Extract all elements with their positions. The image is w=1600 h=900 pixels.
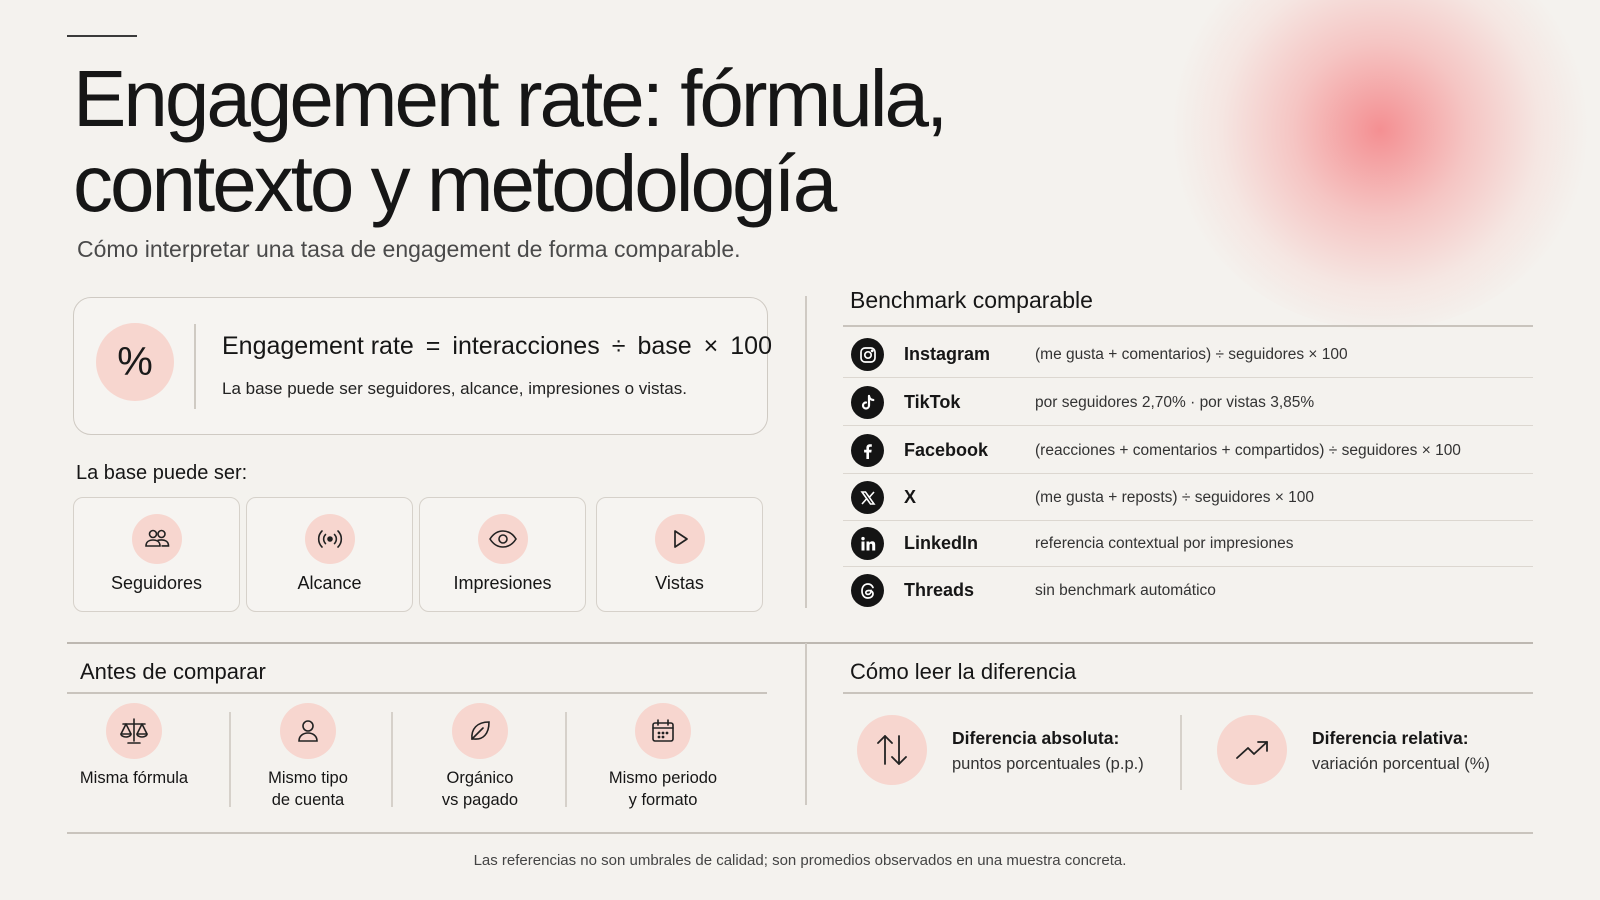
item-divider: [1180, 715, 1182, 790]
facebook-icon: [851, 434, 884, 467]
base-card-seguidores: [73, 497, 240, 612]
difference-absolute-title: Diferencia absoluta:: [952, 728, 1120, 748]
formula-term: 100: [730, 332, 772, 360]
platform-name: Threads: [904, 580, 975, 600]
platform-formula: (me gusta + comentarios) ÷ seguidores × 100: [1035, 346, 1348, 363]
percent-icon: %: [96, 323, 174, 401]
base-label-text: Seguidores: [110, 573, 203, 593]
benchmark-row-x: [843, 474, 1533, 521]
platform-formula: por seguidores 2,70% · por vistas 3,85%: [1035, 394, 1315, 411]
benchmark-row-tiktok: [843, 379, 1533, 426]
title-line-1: Engagement rate: fórmula,: [73, 54, 946, 143]
base-card-impresiones: [419, 497, 586, 612]
page-title: [73, 56, 1073, 226]
platform-name: TikTok: [904, 392, 961, 412]
platform-name: Instagram: [904, 344, 991, 364]
compare-item-label: Mismo periodo y formato: [608, 769, 718, 809]
base-card-vistas: [596, 497, 763, 612]
platform-formula: sin benchmark automático: [1035, 582, 1216, 599]
users-icon: [132, 514, 182, 564]
user-icon: [280, 703, 336, 759]
play-icon: [655, 514, 705, 564]
base-label-text: Vistas: [655, 573, 704, 593]
base-card-alcance: [246, 497, 413, 612]
platform-name: LinkedIn: [904, 533, 979, 553]
base-label-text: Alcance: [297, 573, 362, 593]
bases-label: La base puede ser:: [76, 462, 248, 484]
compare-item-label: Misma fórmula: [79, 769, 189, 787]
formula-term: base: [637, 332, 692, 360]
x-icon: [851, 481, 884, 514]
formula-term: interacciones: [452, 332, 600, 360]
compare-item-misma-formula: [59, 703, 209, 789]
formula-operator: ÷: [611, 332, 626, 360]
footer-rule: [67, 832, 1533, 834]
benchmark-row-facebook: [843, 427, 1533, 474]
up-down-arrows-icon: [857, 715, 927, 785]
footer-note: Las referencias no son umbrales de calidad; son promedios observados en una muestra concreta.: [473, 852, 1127, 869]
platform-formula: referencia contextual por impresiones: [1035, 535, 1294, 552]
formula-line: [222, 332, 772, 361]
scale-icon: [106, 703, 162, 759]
section-separator: [67, 642, 1533, 644]
compare-item-periodo: [588, 703, 738, 811]
compare-rule: [67, 692, 767, 694]
difference-relative-desc: variación porcentual (%): [1312, 755, 1490, 773]
title-line-2: contexto y metodología: [73, 139, 835, 228]
compare-item-label: Mismo tipo de cuenta: [268, 769, 348, 809]
difference-relative-title: Diferencia relativa:: [1312, 728, 1469, 748]
formula-card: [73, 297, 772, 435]
platform-formula: (me gusta + reposts) ÷ seguidores × 100: [1035, 489, 1315, 506]
base-label-text: Impresiones: [453, 573, 552, 593]
tiktok-icon: [851, 386, 884, 419]
item-divider: [565, 712, 567, 807]
benchmark-title: Benchmark comparable: [850, 287, 1093, 313]
difference-rule: [843, 692, 1533, 694]
platform-name: Facebook: [904, 440, 989, 460]
top-rule: [67, 35, 137, 37]
compare-item-organico: [405, 703, 555, 811]
decorative-glow: [1170, 0, 1590, 330]
column-divider: [805, 643, 807, 805]
page-subtitle: Cómo interpretar una tasa de engagement de forma comparable.: [77, 236, 741, 262]
trend-up-icon: [1217, 715, 1287, 785]
formula-operator: ×: [703, 332, 719, 360]
benchmark-rule: [843, 325, 1533, 327]
card-divider: [194, 324, 196, 409]
difference-title: Cómo leer la diferencia: [850, 659, 1077, 684]
benchmark-row-threads: [843, 567, 1533, 614]
item-divider: [391, 712, 393, 807]
item-divider: [229, 712, 231, 807]
compare-title: Antes de comparar: [80, 659, 266, 684]
formula-operator: =: [425, 332, 441, 360]
linkedin-icon: [851, 527, 884, 560]
benchmark-row-instagram: [843, 331, 1533, 378]
broadcast-icon: [305, 514, 355, 564]
formula-note: La base puede ser seguidores, alcance, impresiones o vistas.: [222, 379, 687, 398]
column-divider: [805, 296, 807, 608]
platform-name: X: [904, 487, 917, 507]
threads-icon: [851, 574, 884, 607]
benchmark-row-linkedin: [843, 520, 1533, 567]
platform-formula: (reacciones + comentarios + compartidos) ÷ seguidores × 100: [1035, 442, 1461, 459]
difference-absolute-desc: puntos porcentuales (p.p.): [952, 755, 1144, 773]
instagram-icon: [851, 338, 884, 371]
compare-item-tipo-cuenta: [233, 703, 383, 811]
formula-term: Engagement rate: [222, 332, 414, 360]
eye-icon: [478, 514, 528, 564]
compare-item-label: Orgánico vs pagado: [441, 769, 519, 809]
calendar-icon: [635, 703, 691, 759]
leaf-icon: [452, 703, 508, 759]
